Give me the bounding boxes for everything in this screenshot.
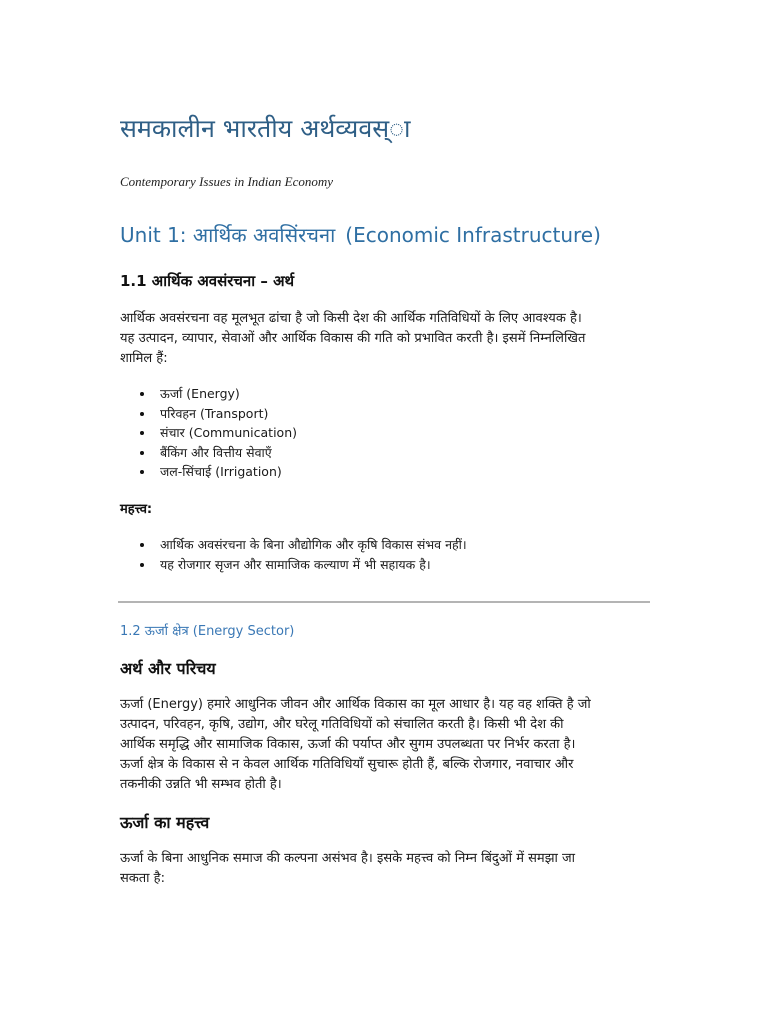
paragraph-line: शामिल हैं:	[120, 351, 168, 366]
subheading-importance: ऊर्जा का महत्त्व	[120, 813, 210, 832]
unit-heading-hindi: Unit 1: आर्थिक अवसिंरचना	[120, 223, 336, 247]
document-subtitle: Contemporary Issues in Indian Economy	[120, 174, 334, 189]
section-1-1-paragraph	[120, 309, 650, 369]
section-heading-1-2: 1.2 ऊर्जा क्षेत्र (Energy Sector)	[120, 624, 295, 639]
list-item: आर्थिक अवसंरचना के बिना औद्योगिक और कृषि विकास संभव नहीं।	[120, 535, 467, 555]
list-item: परिवहन (Transport)	[120, 404, 297, 424]
paragraph-line: आर्थिक अवसंरचना वह मूलभूत ढांचा है जो किसी देश की आर्थिक गतिविधियों के लिए आवश्यक है।	[120, 311, 582, 326]
list-item: संचार (Communication)	[120, 423, 297, 443]
paragraph-line: ऊर्जा क्षेत्र के विकास से न केवल आर्थिक गतिविधियाँ सुचारू होती हैं, बल्कि रोजगार, नवाचार और	[120, 757, 574, 772]
paragraph-line: ऊर्जा के बिना आधुनिक समाज की कल्पना असंभव है। इसके महत्त्व को निम्न बिंदुओं में समझा जा	[120, 851, 576, 866]
list-item: जल-सिंचाई (Irrigation)	[120, 462, 297, 482]
document-title: समकालीन भारतीय अर्थव्यवस्ा	[120, 114, 411, 143]
section-1-2-intro-paragraph	[120, 695, 650, 795]
subheading-intro: अर्थ और परिचय	[120, 659, 216, 678]
section-heading-1-1: 1.1 आर्थिक अवसंरचना – अर्थ	[120, 272, 295, 290]
paragraph-line: सकता है:	[120, 871, 165, 886]
importance-list	[120, 535, 467, 574]
infrastructure-list	[120, 384, 297, 482]
list-item: बैंकिंग और वित्तीय सेवाएँ	[120, 443, 297, 463]
unit-heading-english: (Economic Infrastructure)	[345, 223, 601, 247]
paragraph-line: उत्पादन, परिवहन, कृषि, उद्योग, और घरेलू गतिविधियों को संचालित करती है। किसी भी देश की	[120, 717, 564, 732]
importance-label: महत्त्व:	[120, 502, 153, 517]
paragraph-line: तकनीकी उन्नति भी सम्भव होती है।	[120, 777, 282, 792]
section-1-2-importance-paragraph	[120, 849, 650, 889]
list-item: ऊर्जा (Energy)	[120, 384, 297, 404]
paragraph-line: आर्थिक समृद्धि और सामाजिक विकास, ऊर्जा की पर्याप्त और सुगम उपलब्धता पर निर्भर करता है।	[120, 737, 576, 752]
unit-heading	[120, 221, 601, 248]
section-divider	[118, 601, 650, 603]
list-item: यह रोजगार सृजन और सामाजिक कल्याण में भी सहायक है।	[120, 555, 467, 575]
paragraph-line: ऊर्जा (Energy) हमारे आधुनिक जीवन और आर्थिक विकास का मूल आधार है। यह वह शक्ति है जो	[120, 697, 591, 712]
paragraph-line: यह उत्पादन, व्यापार, सेवाओं और आर्थिक विकास की गति को प्रभावित करती है। इसमें निम्नलिखित	[120, 331, 586, 346]
